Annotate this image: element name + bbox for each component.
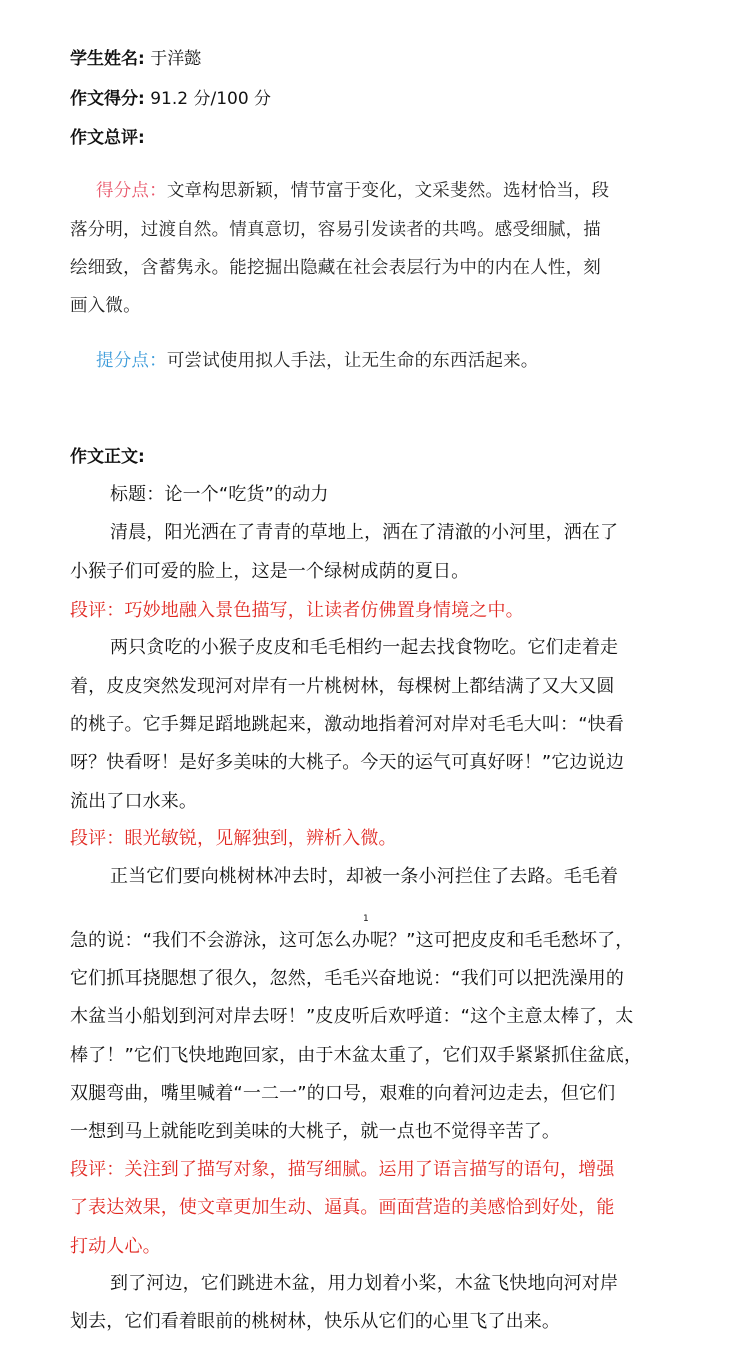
p3-line-4: 木盆当小船划到河对岸去呀！”皮皮听后欢呼道：“这个主意太棒了，太 — [70, 1006, 634, 1027]
p2-line-2: 着，皮皮突然发现河对岸有一片桃树林，每棵树上都结满了又大又圆 — [70, 676, 615, 697]
student-name-label: 学生姓名: — [70, 49, 145, 69]
essay-label: 作文正文: — [70, 447, 145, 467]
p2-line-1: 两只贪吃的小猴子皮皮和毛毛相约一起去找食物吃。它们走着走 — [110, 637, 619, 658]
essay-title: 标题：论一个“吃货”的动力 — [110, 484, 329, 505]
p4-line-2: 划去，它们看着眼前的桃树林，快乐从它们的心里飞了出来。 — [70, 1311, 561, 1332]
review-heading — [70, 123, 670, 148]
improve-label: 提分点： — [96, 351, 167, 371]
p2-line-5: 流出了口水来。 — [70, 791, 198, 812]
score-label: 作文得分: — [70, 89, 145, 109]
p2-line-4: 呀？快看呀！是好多美味的大桃子。今天的运气可真好呀！”它边说边 — [70, 752, 624, 773]
paragraph-comment-3-line-3: 打动人心。 — [70, 1236, 161, 1257]
student-name-value: 于洋懿 — [150, 49, 202, 69]
improve-line — [96, 347, 696, 372]
strength-line-1 — [96, 177, 696, 202]
score-row — [70, 84, 670, 109]
student-name-row — [70, 44, 670, 69]
p3-line-7: 一想到马上就能吃到美味的大桃子，就一点也不觉得辛苦了。 — [70, 1121, 561, 1142]
p2-line-3: 的桃子。它手舞足蹈地跳起来，激动地指着河对岸对毛毛大叫：“快看 — [70, 714, 624, 735]
review-label: 作文总评: — [70, 128, 145, 148]
p3-line-2: 急的说：“我们不会游泳，这可怎么办呢？”这可把皮皮和毛毛愁坏了， — [70, 930, 634, 951]
p4-line-1: 到了河边，它们跳进木盆，用力划着小桨，木盆飞快地向河对岸 — [110, 1273, 619, 1294]
paragraph-comment-1: 段评：巧妙地融入景色描写，让读者仿佛置身情境之中。 — [70, 600, 524, 621]
p3-line-6: 双腿弯曲，嘴里喊着“一二一”的口号，艰难的向着河边走去，但它们 — [70, 1083, 616, 1104]
p3-line-5: 棒了！”它们飞快地跑回家，由于木盆太重了，它们双手紧紧抓住盆底， — [70, 1045, 643, 1066]
paragraph-comment-3-line-1: 段评：关注到了描写对象，描写细腻。运用了语言描写的语句，增强 — [70, 1159, 615, 1180]
strength-label: 得分点： — [96, 181, 167, 201]
paragraph-comment-2: 段评：眼光敏锐，见解独到，辨析入微。 — [70, 828, 397, 849]
essay-heading — [70, 442, 670, 467]
p3-line-1: 正当它们要向桃树林冲去时，却被一条小河拦住了去路。毛毛着 — [110, 866, 619, 887]
strength-line-2: 落分明，过渡自然。情真意切，容易引发读者的共鸣。感受细腻，描 — [70, 220, 601, 240]
p1-line-1: 清晨，阳光洒在了青青的草地上，洒在了清澈的小河里，洒在了 — [110, 522, 619, 543]
improve-text: 可尝试使用拟人手法，让无生命的东西活起来。 — [166, 351, 539, 371]
p1-line-2: 小猴子们可爱的脸上，这是一个绿树成荫的夏日。 — [70, 561, 470, 582]
strength-line-4: 画入微。 — [70, 296, 141, 316]
page-number: 1 — [363, 914, 369, 924]
p3-line-3: 它们抓耳挠腮想了很久，忽然，毛毛兴奋地说：“我们可以把洗澡用的 — [70, 968, 624, 989]
strength-line-3: 绘细致，含蓄隽永。能挖掘出隐藏在社会表层行为中的内在人性，刻 — [70, 258, 601, 278]
paragraph-comment-3-line-2: 了表达效果，使文章更加生动、逼真。画面营造的美感恰到好处，能 — [70, 1197, 615, 1218]
strength-text: 文章构思新颖，情节富于变化，文采斐然。选材恰当，段 — [166, 181, 610, 201]
score-value: 91.2 分/100 分 — [150, 89, 272, 109]
